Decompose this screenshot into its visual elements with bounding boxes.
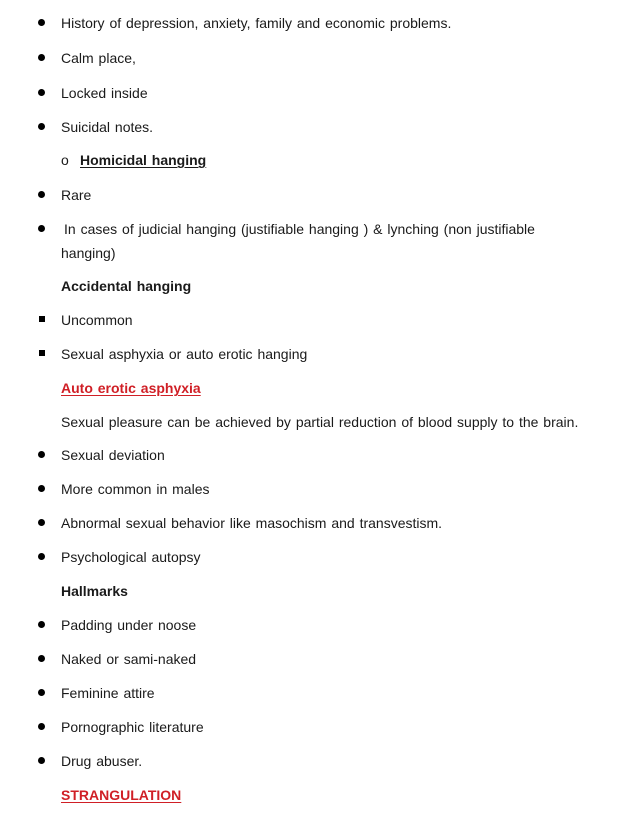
bullet-square-icon	[39, 316, 45, 322]
list-item-naked: Naked or sami-naked	[61, 651, 197, 667]
bullet-dot-icon	[38, 54, 45, 61]
bullet-dot-icon	[38, 191, 45, 198]
list-item-judicial-line1: In cases of judicial hanging (justifiable hanging ) & lynching (non justifiable	[64, 221, 535, 237]
bullet-dot-icon	[38, 89, 45, 96]
list-item-locked-inside: Locked inside	[61, 85, 148, 101]
heading-auto-erotic-asphyxia: Auto erotic asphyxia	[61, 380, 201, 396]
list-item-feminine-attire: Feminine attire	[61, 685, 155, 701]
list-item-calm-place: Calm place,	[61, 50, 136, 66]
bullet-dot-icon	[38, 451, 45, 458]
list-item-history: History of depression, anxiety, family and economic problems.	[61, 15, 452, 31]
bullet-dot-icon	[38, 723, 45, 730]
list-item-suicidal-notes: Suicidal notes.	[61, 119, 154, 135]
bullet-dot-icon	[38, 655, 45, 662]
list-item-sexual-asphyxia: Sexual asphyxia or auto erotic hanging	[61, 346, 308, 362]
bullet-dot-icon	[38, 621, 45, 628]
list-item-sexual-deviation: Sexual deviation	[61, 447, 165, 463]
bullet-dot-icon	[38, 519, 45, 526]
heading-strangulation: STRANGULATION	[61, 787, 182, 803]
list-item-pornographic-literature: Pornographic literature	[61, 719, 204, 735]
bullet-dot-icon	[38, 123, 45, 130]
bullet-dot-icon	[38, 485, 45, 492]
bullet-dot-icon	[38, 225, 45, 232]
list-item-drug-abuser: Drug abuser.	[61, 753, 143, 769]
list-item-psychological-autopsy: Psychological autopsy	[61, 549, 201, 565]
bullet-circle-icon: o	[61, 152, 69, 168]
bullet-dot-icon	[38, 553, 45, 560]
bullet-dot-icon	[38, 689, 45, 696]
list-item-uncommon: Uncommon	[61, 312, 133, 328]
bullet-dot-icon	[38, 757, 45, 764]
bullet-square-icon	[39, 350, 45, 356]
heading-homicidal-hanging: Homicidal hanging	[80, 152, 207, 168]
paragraph-sexual-pleasure: Sexual pleasure can be achieved by partial reduction of blood supply to the brain.	[61, 414, 579, 430]
list-item-more-common-males: More common in males	[61, 481, 210, 497]
list-item-abnormal-behavior: Abnormal sexual behavior like masochism and transvestism.	[61, 515, 443, 531]
heading-hallmarks: Hallmarks	[61, 583, 128, 599]
list-item-rare: Rare	[61, 187, 92, 203]
list-item-padding-noose: Padding under noose	[61, 617, 197, 633]
bullet-dot-icon	[38, 19, 45, 26]
heading-accidental-hanging: Accidental hanging	[61, 278, 192, 294]
list-item-judicial-line2: hanging)	[61, 245, 116, 261]
